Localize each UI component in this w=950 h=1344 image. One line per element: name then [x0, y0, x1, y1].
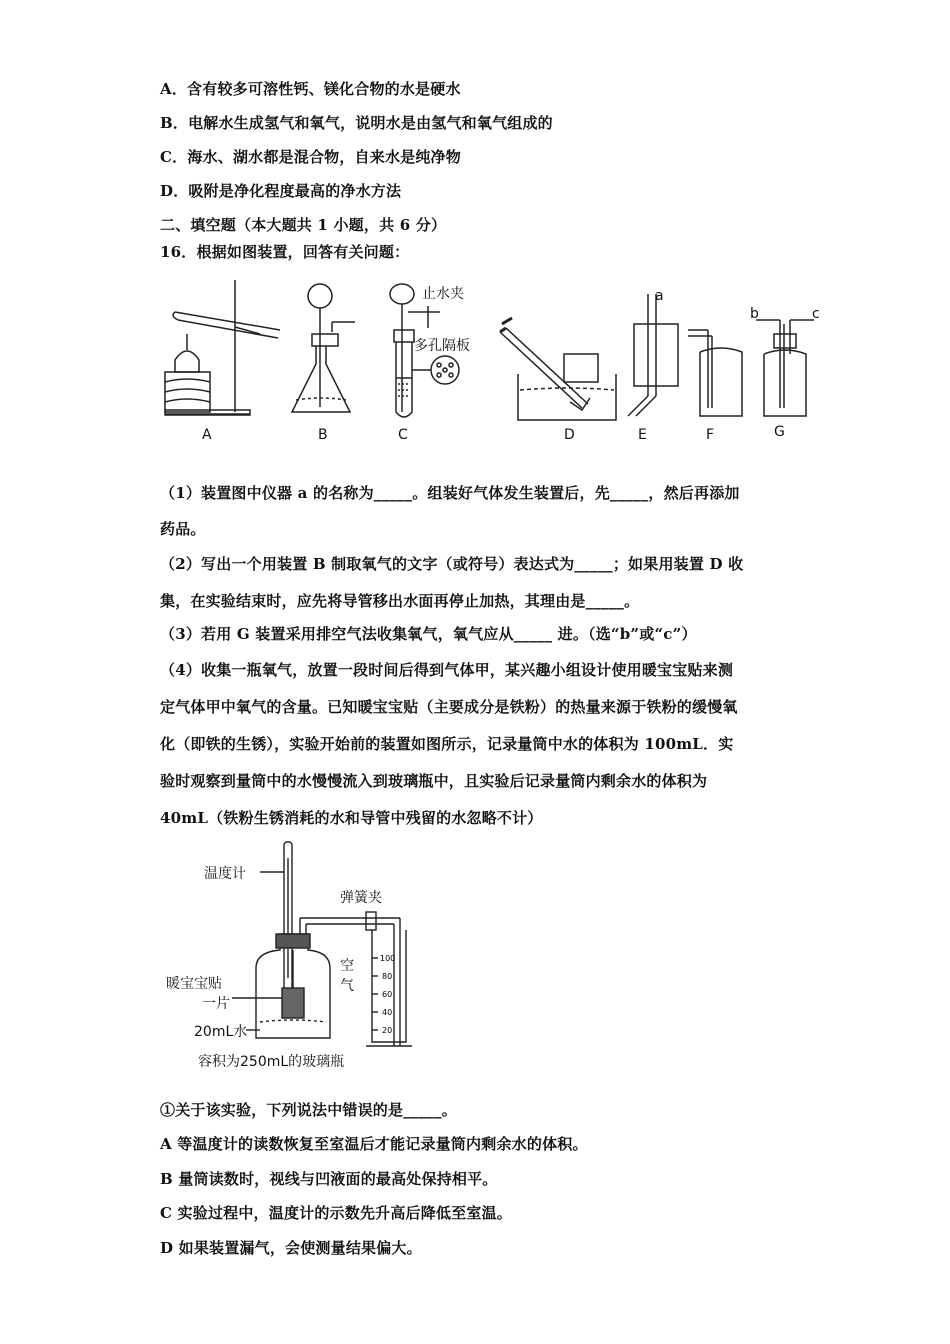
apparatus-e — [628, 294, 678, 416]
label-f: F — [706, 427, 715, 443]
label-patch-line1: 暖宝宝贴 — [166, 976, 222, 992]
option-b-prev: B．电解水生成氢气和氧气，说明水是由氢气和氧气组成的 — [160, 114, 553, 132]
label-port-c: c — [812, 306, 820, 322]
q2-line2: 集，在实验结束时，应先将导管移出水面再停止加热，其理由是_____。 — [160, 592, 640, 610]
q1-line1: （1）装置图中仪器 a 的名称为_____。组装好气体发生装置后，先_____，然后再添加 — [160, 484, 740, 502]
scale-60: 60 — [382, 990, 393, 999]
scale-80: 80 — [382, 972, 393, 981]
option-d-prev: D．吸附是净化程度最高的净水方法 — [160, 182, 402, 200]
q3: （3）若用 G 装置采用排空气法收集氧气，氧气应从_____ 进。（选“b”或“c”） — [160, 625, 697, 643]
label-clamp: 止水夹 — [422, 286, 464, 302]
apparatus-d — [500, 318, 616, 420]
q4-line3: 化（即铁的生锈），实验开始前的装置如图所示，记录量筒中水的体积为 100mL．实 — [160, 735, 734, 753]
q4-line2: 定气体甲中氧气的含量。已知暖宝宝贴（主要成分是铁粉）的热量来源于铁粉的缓慢氧 — [160, 698, 738, 716]
label-port-b: b — [750, 306, 759, 322]
scale-20: 20 — [382, 1026, 393, 1035]
label-thermometer: 温度计 — [204, 866, 246, 882]
label-plate: 多孔隔板 — [414, 338, 470, 354]
scale-100: 100 — [380, 954, 396, 963]
label-spring-clip: 弹簧夹 — [340, 890, 382, 906]
apparatus-figure — [150, 272, 840, 452]
label-d: D — [564, 427, 575, 443]
sub-question: ①关于该实验，下列说法中错误的是_____。 — [160, 1101, 457, 1119]
scale-40: 40 — [382, 1008, 393, 1017]
label-a: A — [202, 427, 212, 443]
sub-option-c: C 实验过程中，温度计的示数先升高后降低至室温。 — [160, 1204, 512, 1222]
label-instrument-a: a — [655, 288, 664, 304]
label-air-1: 空 — [340, 958, 354, 974]
apparatus-g — [756, 320, 814, 416]
sub-option-b: B 量筒读数时，视线与凹液面的最高处保持相平。 — [160, 1170, 498, 1188]
q2-line1: （2）写出一个用装置 B 制取氧气的文字（或符号）表达式为_____；如果用装置 D 收 — [160, 555, 744, 573]
option-a-prev: A．含有较多可溶性钙、镁化合物的水是硬水 — [160, 80, 461, 98]
q4-line4: 验时观察到量筒中的水慢慢流入到玻璃瓶中，且实验后记录量筒内剩余水的体积为 — [160, 772, 708, 790]
section-title: 二、填空题（本大题共 1 小题，共 6 分） — [160, 216, 447, 234]
q4-line5: 40mL（铁粉生锈消耗的水和导管中残留的水忽略不计） — [160, 809, 543, 827]
label-g: G — [774, 424, 785, 440]
sub-option-a: A 等温度计的读数恢复至室温后才能记录量筒内剩余水的体积。 — [160, 1135, 588, 1153]
apparatus-a — [165, 280, 280, 415]
q1-line2: 药品。 — [160, 520, 206, 538]
label-water: 20mL水 — [194, 1024, 248, 1040]
experiment-figure — [160, 838, 430, 1078]
label-air-2: 气 — [340, 978, 354, 994]
label-c: C — [398, 427, 408, 443]
question-title: 16．根据如图装置，回答有关问题： — [160, 243, 410, 261]
label-bottle: 容积为250mL的玻璃瓶 — [198, 1054, 345, 1070]
label-b: B — [318, 427, 328, 443]
apparatus-f — [688, 330, 742, 416]
label-patch-line2: 一片 — [202, 996, 230, 1012]
option-c-prev: C．海水、湖水都是混合物，自来水是纯净物 — [160, 148, 461, 166]
label-e: E — [638, 427, 647, 443]
q4-line1: （4）收集一瓶氧气，放置一段时间后得到气体甲，某兴趣小组设计使用暖宝宝贴来测 — [160, 661, 734, 679]
sub-option-d: D 如果装置漏气，会使测量结果偏大。 — [160, 1239, 422, 1257]
apparatus-b — [292, 284, 355, 412]
